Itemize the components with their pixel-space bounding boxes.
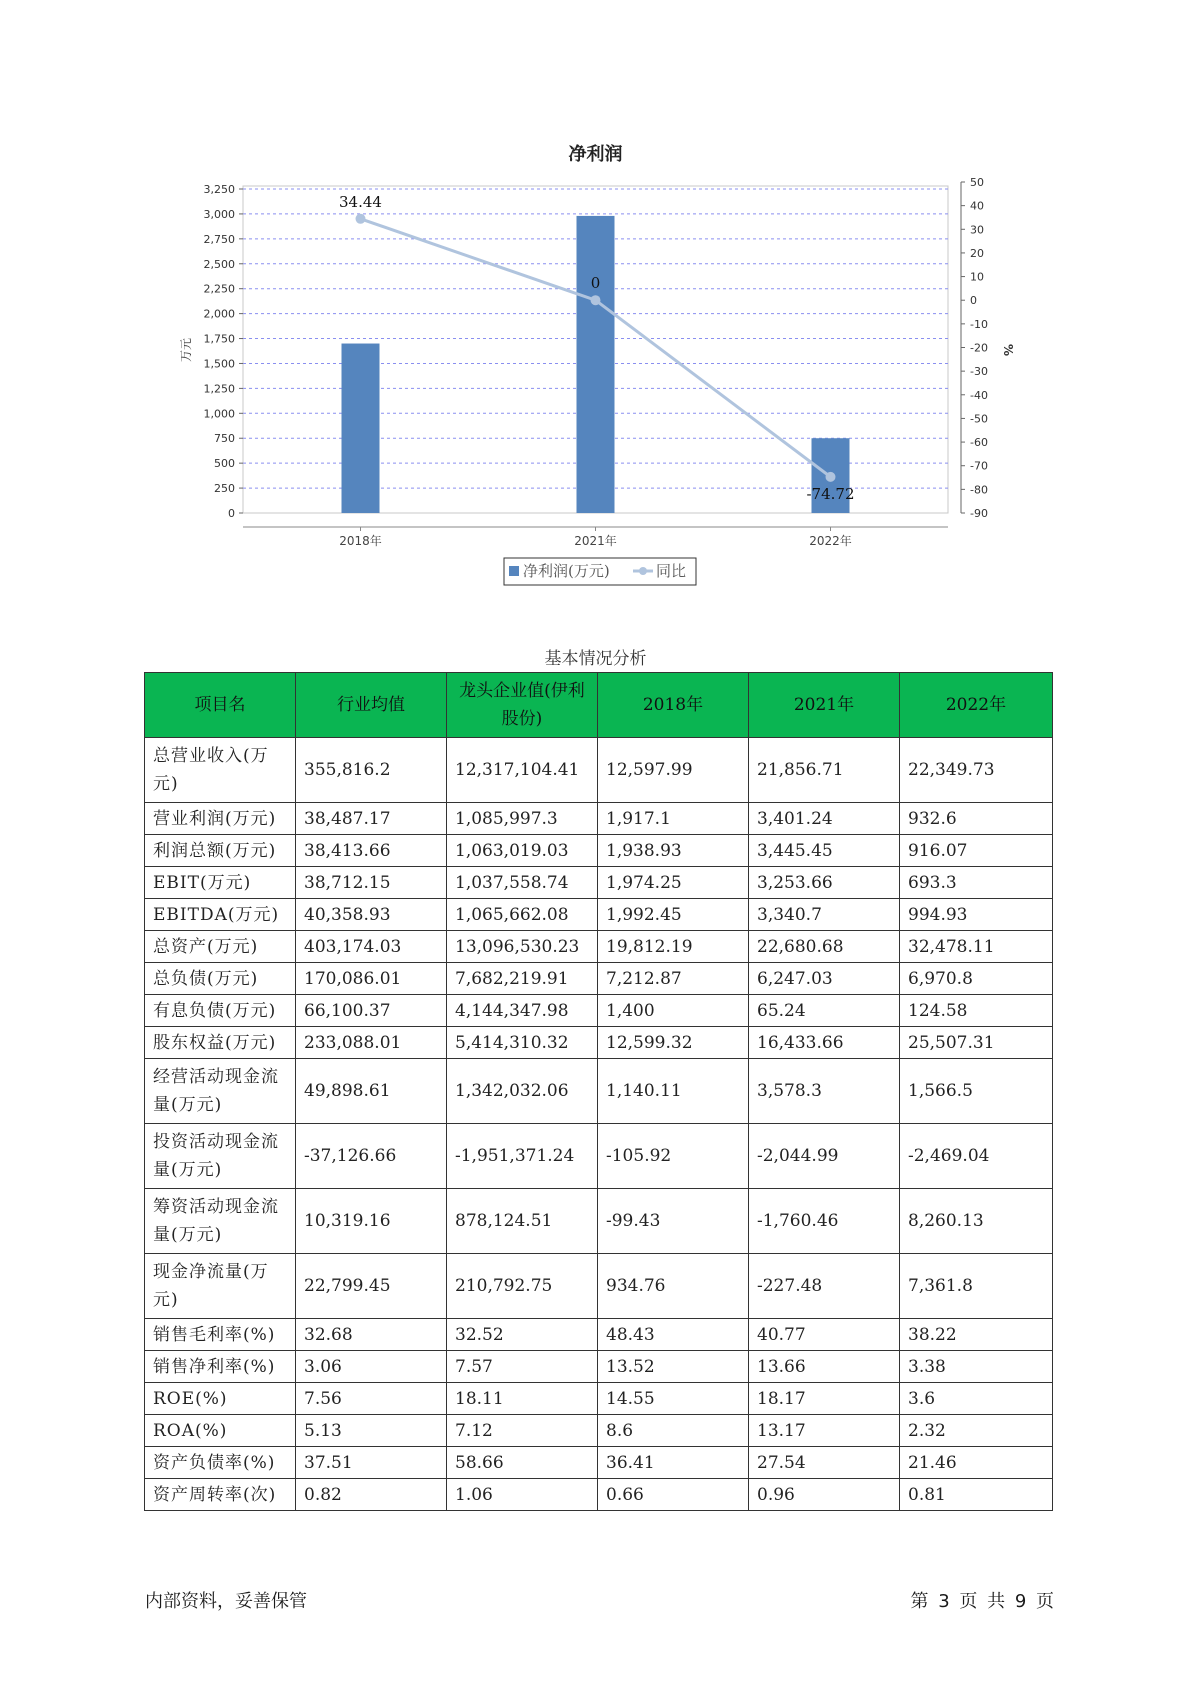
cell-industry-average: 49,898.61	[296, 1059, 447, 1124]
cell-industry-average: 355,816.2	[296, 738, 447, 803]
right-axis-tick-label: -40	[970, 388, 988, 402]
cell-row-name: 投资活动现金流量(万元)	[145, 1124, 296, 1189]
right-axis-tick-label: 20	[970, 246, 984, 260]
left-axis-tick-label: 0	[228, 507, 235, 520]
table-row	[145, 738, 1053, 803]
table-row	[145, 1189, 1053, 1254]
cell-industry-average: 32.68	[296, 1319, 447, 1351]
cell-row-name: 总营业收入(万元)	[145, 738, 296, 803]
cell-value-2018: -105.92	[598, 1124, 749, 1189]
cell-row-name: 经营活动现金流量(万元)	[145, 1059, 296, 1124]
cell-value-2022: 916.07	[900, 835, 1053, 867]
header-industry-average: 行业均值	[296, 673, 447, 738]
left-axis-label: 万元	[179, 337, 193, 363]
cell-leader-value: 7,682,219.91	[447, 963, 598, 995]
cell-value-2018: 12,599.32	[598, 1027, 749, 1059]
cell-industry-average: 38,487.17	[296, 803, 447, 835]
cell-industry-average: 403,174.03	[296, 931, 447, 963]
cell-value-2021: -1,760.46	[749, 1189, 900, 1254]
cell-row-name: ROE(%)	[145, 1383, 296, 1415]
net-profit-chart	[0, 0, 1191, 600]
header-year-2022: 2022年	[900, 673, 1053, 738]
cell-value-2021: 22,680.68	[749, 931, 900, 963]
bar-net-profit	[577, 216, 615, 513]
cell-value-2021: 13.17	[749, 1415, 900, 1447]
left-axis-tick-label: 1,000	[203, 407, 235, 421]
table-row	[145, 1383, 1053, 1415]
left-axis-tick-label: 2,500	[203, 257, 235, 271]
table-row	[145, 1027, 1053, 1059]
cell-leader-value: 1,037,558.74	[447, 867, 598, 899]
table-header-row	[145, 673, 1053, 738]
header-year-2021: 2021年	[749, 673, 900, 738]
data-label-yoy: -74.72	[806, 484, 855, 503]
table-row	[145, 1415, 1053, 1447]
cell-value-2022: 22,349.73	[900, 738, 1053, 803]
cell-row-name: 利润总额(万元)	[145, 835, 296, 867]
cell-leader-value: 58.66	[447, 1447, 598, 1479]
cell-industry-average: 170,086.01	[296, 963, 447, 995]
cell-leader-value: 18.11	[447, 1383, 598, 1415]
cell-value-2021: 40.77	[749, 1319, 900, 1351]
cell-value-2018: 934.76	[598, 1254, 749, 1319]
x-axis-tick-label: 2021年	[574, 534, 617, 548]
cell-value-2022: 21.46	[900, 1447, 1053, 1479]
right-axis-tick-label: 50	[970, 176, 984, 189]
cell-value-2021: -227.48	[749, 1254, 900, 1319]
point-yoy	[826, 472, 836, 482]
cell-row-name: 总负债(万元)	[145, 963, 296, 995]
table-row	[145, 1351, 1053, 1383]
chart-title: 净利润	[568, 144, 623, 165]
cell-industry-average: 10,319.16	[296, 1189, 447, 1254]
cell-leader-value: 4,144,347.98	[447, 995, 598, 1027]
cell-value-2018: 48.43	[598, 1319, 749, 1351]
header-year-2018: 2018年	[598, 673, 749, 738]
right-axis-tick-label: 40	[970, 199, 984, 213]
table-caption: 基本情况分析	[544, 649, 647, 669]
cell-industry-average: 40,358.93	[296, 899, 447, 931]
cell-value-2022: 3.38	[900, 1351, 1053, 1383]
cell-value-2018: 8.6	[598, 1415, 749, 1447]
cell-value-2021: 0.96	[749, 1479, 900, 1511]
cell-value-2018: 12,597.99	[598, 738, 749, 803]
cell-value-2018: 0.66	[598, 1479, 749, 1511]
cell-leader-value: 12,317,104.41	[447, 738, 598, 803]
cell-row-name: EBIT(万元)	[145, 867, 296, 899]
table-row	[145, 867, 1053, 899]
cell-row-name: 营业利润(万元)	[145, 803, 296, 835]
cell-industry-average: 5.13	[296, 1415, 447, 1447]
x-axis-tick-label: 2022年	[809, 534, 852, 548]
table-row	[145, 931, 1053, 963]
legend-label-net-profit: 净利润(万元)	[523, 562, 610, 580]
cell-row-name: EBITDA(万元)	[145, 899, 296, 931]
cell-row-name: 有息负债(万元)	[145, 995, 296, 1027]
left-axis-tick-label: 1,250	[203, 382, 235, 396]
cell-row-name: 总资产(万元)	[145, 931, 296, 963]
point-yoy	[591, 295, 601, 305]
cell-value-2018: 1,974.25	[598, 867, 749, 899]
legend-swatch-dot	[639, 567, 647, 575]
cell-value-2021: 18.17	[749, 1383, 900, 1415]
cell-value-2018: 1,917.1	[598, 803, 749, 835]
cell-leader-value: 1,065,662.08	[447, 899, 598, 931]
table-row	[145, 1479, 1053, 1511]
footer-confidential-note: 内部资料，妥善保管	[145, 1591, 307, 1612]
cell-row-name: 销售毛利率(%)	[145, 1319, 296, 1351]
left-axis-tick-label: 2,250	[203, 282, 235, 296]
cell-value-2018: 1,140.11	[598, 1059, 749, 1124]
cell-leader-value: 1,063,019.03	[447, 835, 598, 867]
cell-value-2022: 7,361.8	[900, 1254, 1053, 1319]
cell-leader-value: 1,085,997.3	[447, 803, 598, 835]
cell-leader-value: 32.52	[447, 1319, 598, 1351]
right-axis-tick-label: -80	[970, 483, 988, 497]
left-axis-tick-label: 3,250	[203, 183, 235, 196]
cell-value-2022: 25,507.31	[900, 1027, 1053, 1059]
cell-value-2022: 932.6	[900, 803, 1053, 835]
cell-value-2022: 0.81	[900, 1479, 1053, 1511]
right-axis-tick-label: -70	[970, 459, 988, 473]
cell-industry-average: 22,799.45	[296, 1254, 447, 1319]
table-row	[145, 963, 1053, 995]
table-row	[145, 1254, 1053, 1319]
left-axis-tick-label: 2,750	[203, 232, 235, 246]
cell-industry-average: -37,126.66	[296, 1124, 447, 1189]
table-row	[145, 1059, 1053, 1124]
left-axis-tick-label: 250	[214, 482, 235, 496]
cell-value-2022: -2,469.04	[900, 1124, 1053, 1189]
cell-value-2022: 693.3	[900, 867, 1053, 899]
basic-analysis-table	[144, 672, 1053, 1511]
left-axis-tick-label: 1,500	[203, 357, 235, 371]
data-label-yoy: 34.44	[339, 192, 382, 211]
table-row	[145, 1447, 1053, 1479]
legend-label-yoy: 同比	[656, 562, 687, 580]
cell-value-2021: 27.54	[749, 1447, 900, 1479]
right-axis-tick-label: -50	[970, 412, 988, 426]
left-axis-tick-label: 1,750	[203, 332, 235, 346]
table-row	[145, 1319, 1053, 1351]
cell-leader-value: 1.06	[447, 1479, 598, 1511]
cell-industry-average: 0.82	[296, 1479, 447, 1511]
cell-value-2022: 994.93	[900, 899, 1053, 931]
cell-value-2022: 6,970.8	[900, 963, 1053, 995]
left-axis-tick-label: 3,000	[203, 207, 235, 221]
cell-value-2018: 1,938.93	[598, 835, 749, 867]
right-axis-tick-label: -30	[970, 365, 988, 379]
left-axis-tick-label: 750	[214, 432, 235, 446]
cell-row-name: 资产周转率(次)	[145, 1479, 296, 1511]
left-axis-tick-label: 2,000	[203, 307, 235, 321]
cell-value-2022: 3.6	[900, 1383, 1053, 1415]
cell-value-2021: 3,445.45	[749, 835, 900, 867]
cell-value-2018: 19,812.19	[598, 931, 749, 963]
cell-industry-average: 233,088.01	[296, 1027, 447, 1059]
cell-value-2018: 1,400	[598, 995, 749, 1027]
cell-industry-average: 38,712.15	[296, 867, 447, 899]
table-row	[145, 899, 1053, 931]
cell-leader-value: 878,124.51	[447, 1189, 598, 1254]
header-item-name: 项目名	[145, 673, 296, 738]
right-axis-tick-label: 10	[970, 270, 984, 284]
cell-value-2018: 7,212.87	[598, 963, 749, 995]
cell-value-2022: 38.22	[900, 1319, 1053, 1351]
cell-leader-value: 5,414,310.32	[447, 1027, 598, 1059]
cell-industry-average: 38,413.66	[296, 835, 447, 867]
cell-leader-value: 1,342,032.06	[447, 1059, 598, 1124]
table-row	[145, 995, 1053, 1027]
cell-row-name: 筹资活动现金流量(万元)	[145, 1189, 296, 1254]
cell-value-2021: 6,247.03	[749, 963, 900, 995]
right-axis-tick-label: 30	[970, 223, 984, 237]
table-row	[145, 835, 1053, 867]
right-axis-tick-label: 0	[970, 294, 977, 308]
bar-net-profit	[342, 344, 380, 513]
cell-row-name: 股东权益(万元)	[145, 1027, 296, 1059]
cell-value-2021: -2,044.99	[749, 1124, 900, 1189]
right-axis-tick-label: -90	[970, 507, 988, 520]
cell-row-name: 现金净流量(万元)	[145, 1254, 296, 1319]
cell-value-2018: 14.55	[598, 1383, 749, 1415]
cell-value-2022: 32,478.11	[900, 931, 1053, 963]
cell-leader-value: 13,096,530.23	[447, 931, 598, 963]
data-label-yoy: 0	[590, 274, 601, 293]
cell-leader-value: 7.12	[447, 1415, 598, 1447]
cell-value-2021: 21,856.71	[749, 738, 900, 803]
cell-industry-average: 66,100.37	[296, 995, 447, 1027]
cell-industry-average: 37.51	[296, 1447, 447, 1479]
right-axis-label: %	[1001, 343, 1015, 357]
footer-page-number: 第 3 页 共 9 页	[910, 1591, 1054, 1612]
cell-value-2022: 8,260.13	[900, 1189, 1053, 1254]
left-axis-tick-label: 500	[214, 457, 235, 471]
cell-leader-value: 7.57	[447, 1351, 598, 1383]
right-axis-tick-label: -20	[970, 341, 988, 355]
cell-industry-average: 3.06	[296, 1351, 447, 1383]
right-axis-tick-label: -60	[970, 436, 988, 450]
table-row	[145, 1124, 1053, 1189]
cell-value-2018: 36.41	[598, 1447, 749, 1479]
cell-value-2021: 65.24	[749, 995, 900, 1027]
point-yoy	[356, 214, 366, 224]
cell-value-2022: 124.58	[900, 995, 1053, 1027]
cell-value-2021: 3,578.3	[749, 1059, 900, 1124]
header-leader-value: 龙头企业值(伊利股份)	[447, 673, 598, 738]
x-axis-tick-label: 2018年	[339, 534, 382, 548]
cell-value-2018: 1,992.45	[598, 899, 749, 931]
cell-value-2021: 3,340.7	[749, 899, 900, 931]
right-axis-tick-label: -10	[970, 317, 988, 331]
cell-row-name: 销售净利率(%)	[145, 1351, 296, 1383]
table-row	[145, 803, 1053, 835]
legend-swatch-bar	[509, 566, 519, 576]
cell-value-2018: 13.52	[598, 1351, 749, 1383]
cell-leader-value: -1,951,371.24	[447, 1124, 598, 1189]
cell-value-2021: 3,253.66	[749, 867, 900, 899]
cell-value-2018: -99.43	[598, 1189, 749, 1254]
cell-value-2022: 2.32	[900, 1415, 1053, 1447]
cell-row-name: ROA(%)	[145, 1415, 296, 1447]
cell-value-2021: 13.66	[749, 1351, 900, 1383]
cell-value-2021: 3,401.24	[749, 803, 900, 835]
cell-value-2021: 16,433.66	[749, 1027, 900, 1059]
cell-row-name: 资产负债率(%)	[145, 1447, 296, 1479]
cell-industry-average: 7.56	[296, 1383, 447, 1415]
cell-leader-value: 210,792.75	[447, 1254, 598, 1319]
cell-value-2022: 1,566.5	[900, 1059, 1053, 1124]
